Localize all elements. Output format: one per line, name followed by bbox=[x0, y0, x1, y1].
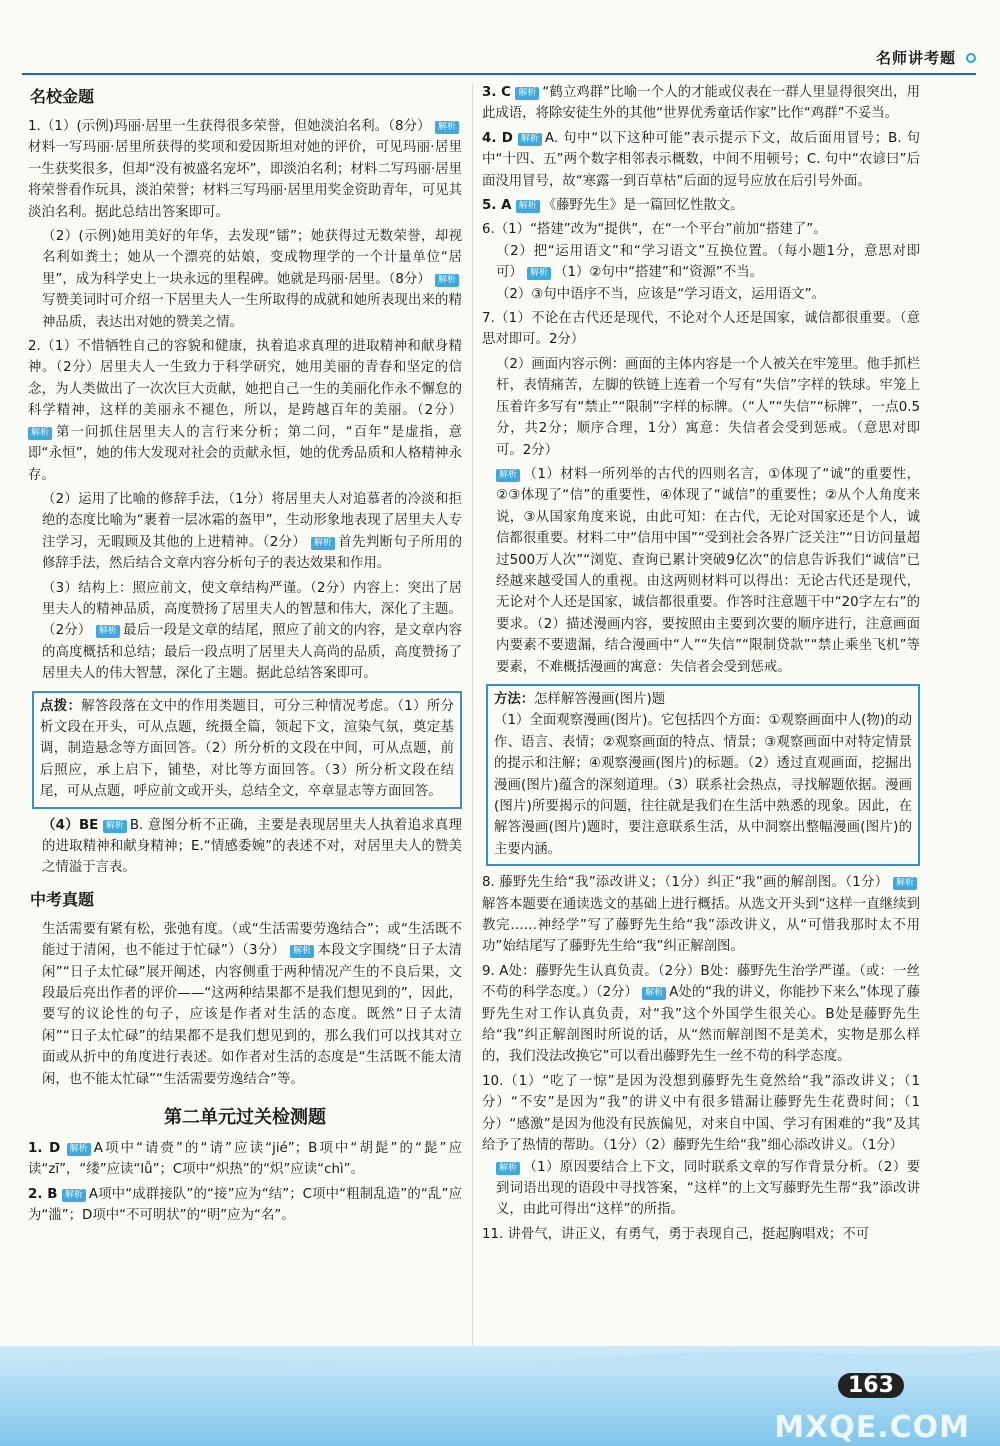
analysis-tag: 解析 bbox=[67, 1143, 91, 1156]
section-title-mingxiao: 名校金题 bbox=[30, 87, 95, 106]
unit2-answer-10: 10.（1）“吃了一惊”是因为没想到藤野先生竟然给“我”添改讲义；（1分）“不安”是因为“我”的讲义中有很多错漏让藤野先生花费时间；（1分）“感激”是因为他没有民族偏见，对来自中国、学习有困难的“我”及其给予了热情的帮助。（1分）（2）藤野先生给“我”细心添改讲义。（1分） bbox=[482, 1073, 920, 1154]
answer-1-2: （2）(示例)她用美好的年华，去发现“镭”；她获得过无数荣誉，却视名利如粪土；她从一个漂亮的姑娘，变成物理学的一个计量单位“居里”，成为科学史上一块永远的里程碑。她就是玛丽·居里。（8分） 解析写赞美词时可介绍一下居里夫人一生所取得的成就和她所表现出来的精神品质，表达出对她的赞美之情。 bbox=[42, 229, 462, 330]
analysis-tag: 解析 bbox=[311, 537, 335, 550]
method-label: 方法： bbox=[494, 691, 535, 707]
unit2-answer-1: 1. D 解析 A项中“请赍”的“请”应读“jié”；B项中“胡髭”的“髭”应读“zī”，“缕”应读“lǚ”；C项中“炽热”的“炽”应读“chì”。 bbox=[28, 1141, 462, 1178]
analysis-tag: 解析 bbox=[496, 469, 520, 482]
analysis-tag: 解析 bbox=[435, 121, 459, 134]
analysis-tag: 解析 bbox=[893, 877, 917, 890]
column-divider bbox=[472, 84, 473, 1354]
analysis-tag: 解析 bbox=[62, 1189, 86, 1202]
unit2-analysis-7: 解析 （1）材料一所列举的古代的四则名言，①体现了“诚”的重要性，②③体现了“信”的重要性，④体现了“诚信”的重要性；②从个人角度来说，③从国家角度来说，由此可知：在古代，无论对国家还是个人，诚信都很重要。材料二中“信用中国”“受到社会各界广泛关注”“日访问量超过500万人次”“浏览、查询已累计突破9亿次”的信息告诉我们“诚信”已经越来越受国人的重视。由这两则材料可以得出：无论古代还是现代，无论对个人还是国家，诚信都很重要。作答时注意题干中“20字左右”的要求。（2）描述漫画内容，要按照由主要到次要的顺序进行，注意画面内要素不要遗漏，结合漫画中“人”“失信”“限制贷款”“禁止乘坐飞机”等要素，不难概括漫画的寓意：失信者会受到惩戒。 bbox=[496, 466, 920, 675]
analysis-tag: 解析 bbox=[642, 987, 666, 1000]
unit2-answer-11: 11. 讲骨气，讲正义，有勇气，勇于表现自己，挺起胸唱戏；不可 bbox=[482, 1226, 870, 1242]
unit2-answer-2: 2. B 解析 A项中“成群接队”的“接”应为“结”；C项中“粗制乱造”的“乱”应为“滥”；D项中“不可明状”的“明”应为“名”。 bbox=[28, 1186, 463, 1224]
analysis-tag: 解析 bbox=[516, 200, 540, 213]
answer-zhongkao: 生活需要有紧有松，张弛有度。（或“生活需要劳逸结合”；或“生活既不能过于清闲，也不能过于忙碌”）（3分） 解析 本段文字围绕“日子太清闲”“日子太忙碌”展开阐述，内容侧重于两种情况产生的不良后果，文段最后亮出作者的评价——“这两种结果都不是我们想见到的”，因此，要写的议论性的句子，应该是作者对生活的态度。既然“日子太清闲”“日子太忙碌”的结果都不是我们想见到的，那么我们可以找其对立面或从折中的角度进行表述。如作者对生活的态度是“生活既不能太清闲，也不能太忙碌”“生活需要劳逸结合”等。 bbox=[42, 921, 463, 1087]
header-rule bbox=[22, 73, 976, 75]
analysis-tag: 解析 bbox=[527, 267, 551, 280]
unit2-answer-4: 4. D 解析 A. 句中“以下这种可能”表示提示下文，故后面用冒号；B. 句中“十四、五”两个数字相邻表示概数，中间不用顿号；C. 句中“农谚曰”后面没用冒号，故“寒露一到百草枯”后面的逗号应放在后引号外面。 bbox=[482, 130, 920, 189]
unit2-answer-6-1: 6.（1）“搭建”改为“提供”，在“一个平台”前加“搭建了”。 bbox=[482, 222, 827, 238]
method-box bbox=[486, 684, 920, 866]
unit2-answer-6-3: （2）③句中语序不当，应该是“学习语文，运用语文”。 bbox=[496, 286, 825, 302]
tip-box bbox=[32, 691, 462, 809]
header-title: 名师讲考题 bbox=[875, 49, 956, 67]
unit2-analysis-10: 解析 （1）原因要结合上下文，同时联系文章的写作背景分析。（2）要到词语出现的语段中寻找答案，“这样”的上文写藤野先生帮“我”添改讲义，由此可得出“这样”的所指。 bbox=[496, 1159, 920, 1218]
page-number: 163 bbox=[838, 1373, 904, 1398]
right-column bbox=[482, 82, 920, 1248]
unit2-answer-3: 3. C 解析 “鹤立鸡群”比喻一个人的才能或仪表在一群人里显得很突出，用此成语，将除安徒生外的其他“世界优秀童话作家”比作“鸡群”不妥当。 bbox=[482, 85, 920, 122]
analysis-tag: 解析 bbox=[496, 1162, 520, 1175]
unit2-answer-5: 5. A 解析 《藤野先生》是一篇回忆性散文。 bbox=[482, 198, 744, 214]
answer-2-3: （3）结构上：照应前文，使文章结构严谨。（2分）内容上：突出了居里夫人的精神品质，高度赞扬了居里夫人的智慧和伟大，深化了主题。（2分） 解析 最后一段是文章的结尾，照应了前文的内容，是文章内容的高度概括和总结；最后一段点明了居里夫人高尚的品质，高度赞扬了居里夫人的伟大智慧，深化了主题。据此总结答案即可。 bbox=[42, 580, 462, 682]
section-title-zhongkao: 中考真题 bbox=[30, 889, 95, 909]
left-column bbox=[28, 82, 462, 1230]
answer-2-4: （4）BE 解析 B. 意图分析不正确，主要是表现居里夫人执着追求真理的进取精神和献身精神；E.“情感委婉”的表述不对，对居里夫人的赞美之情溢于言表。 bbox=[42, 817, 462, 876]
method-title: 怎样解答漫画(图片)题 bbox=[534, 691, 666, 707]
analysis-tag: 解析 bbox=[103, 820, 127, 833]
analysis-tag: 解析 bbox=[96, 625, 120, 638]
analysis-tag: 解析 bbox=[518, 133, 542, 146]
unit2-answer-9: 9. A处：藤野先生认真负责。（2分）B处：藤野先生治学严谨。（或：一丝不苟的科学态度。）（2分） 解析 A处的“我的讲义，你能抄下来么”体现了藤野先生对工作认真负责，对“我”这个外国学生很关心。B处是藤野先生给“我”纠正解剖图时所说的话，从“然而解剖图不是美术，实物是那么样的，我们没法改换它”可以看出藤野先生一丝不苟的科学态度。 bbox=[482, 963, 920, 1065]
header-dot-icon bbox=[966, 53, 976, 63]
footer-wave-icon bbox=[0, 1336, 1000, 1376]
analysis-tag: 解析 bbox=[435, 274, 459, 287]
answer-2-1: 2.（1）不惜牺牲自己的容貌和健康，执着追求真理的进取精神和献身精神。（2分）居里夫人一生致力于科学研究，她用美丽的青春和坚定的信念，为人类做出了一次次巨大贡献，她把自己一生的美丽化作永不懈怠的科学精神，这样的美丽永不褪色，所以，是跨越百年的美丽。（2分） 解析 第一问抓住居里夫人的言行来分析；第二问，“百年”是虚指，意即“永恒”，她的伟大发现对社会的贡献永恒，她的优秀品质和人格精神永存。 bbox=[28, 339, 462, 483]
unit2-answer-7-1: 7.（1）不论在古代还是现代，不论对个人还是国家，诚信都很重要。（意思对即可。2分） bbox=[482, 311, 920, 348]
analysis-tag: 解析 bbox=[515, 87, 539, 100]
tip-text: 解答段落在文中的作用类题目，可分三种情况考虑。（1）所分析文段在开头，可从点题，统摄全篇，领起下文，渲染气氛，奠定基调，制造悬念等方面回答。（2）所分析的文段在中间，可从点题，前后照应，承上启下，铺垫，对比等方面回答。（3）所分析文段在结尾，可从点题，呼应前文或开头，总结全文，卒章显志等方面回答。 bbox=[40, 698, 454, 800]
analysis-tag: 解析 bbox=[28, 427, 52, 440]
unit2-answer-6-2: （2）把“运用语文”和“学习语文”互换位置。（每小题1分，意思对即可） 解析 （1）②句中“搭建”和“资源”不当。 bbox=[496, 243, 920, 281]
answer-1-1: 1.（1）(示例)玛丽·居里一生获得很多荣誉，但她淡泊名利。（8分） 解析材料一写玛丽·居里所获得的奖项和爱因斯坦对她的评价，可见玛丽·居里一生获奖很多，但却“没有被盛名宠坏”，即淡泊名利；材料二写玛丽·居里将荣誉看作玩具，淡泊荣誉；材料三写玛丽·居里用奖金资助青年，可见其淡泊名利。据此总结出答案即可。 bbox=[28, 119, 462, 220]
analysis-tag: 解析 bbox=[290, 945, 314, 958]
unit2-answer-8: 8. 藤野先生给“我”添改讲义；（1分）纠正“我”画的解剖图。（1分） 解析解答本题要在通读选文的基础上进行概括。从选文开头到“这样一直继续到教完……神经学”写了藤野先生给“我”添改讲义，从“可惜我那时太不用功”始结尾写了藤野先生给“我”纠正解剖图。 bbox=[482, 875, 920, 955]
answer-2-2: （2）运用了比喻的修辞手法，（1分）将居里夫人对追慕者的冷淡和拒绝的态度比喻为“裹着一层冰霜的盔甲”，生动形象地表现了居里夫人专注学习，无暇顾及其他的上进精神。（2分） 解析 首先判断句子所用的修辞手法，然后结合文章内容分析句子的表达效果和作用。 bbox=[42, 491, 462, 572]
method-text: （1）全面观察漫画(图片)。它包括四个方面：①观察画面中人(物)的动作、语言、表情；②观察画面的特点、情景；③观察画面中对特定情景的提示和注解；④观察漫画(图片)的标题。（2）透过直观画面，挖掘出漫画(图片)蕴含的深刻道理。（3）联系社会热点，寻找解题依据。漫画(图片)所要揭示的问题，往往就是我们在生活中熟悉的现象。因此，在解答漫画(图片)题时，要注意联系生活，从中洞察出整幅漫画(图片)的主要内涵。 bbox=[494, 713, 912, 857]
section-title-unit2: 第二单元过关检测题 bbox=[164, 1107, 326, 1129]
tip-label: 点拨： bbox=[40, 698, 82, 714]
unit2-answer-7-2: （2）画面内容示例：画面的主体内容是一个人被关在牢笼里。他手抓栏杆，表情痛苦，左脚的铁链上连着一个写有“失信”字样的铁球。牢笼上压着许多写有“禁止”“限制”字样的标牌。（“人”“失信”“标牌”，一点0.5分，共2分；顺序合理，1分）寓意：失信者会受到惩戒。（意思对即可。2分） bbox=[496, 356, 920, 458]
watermark: MXQE.COM bbox=[774, 1409, 970, 1445]
